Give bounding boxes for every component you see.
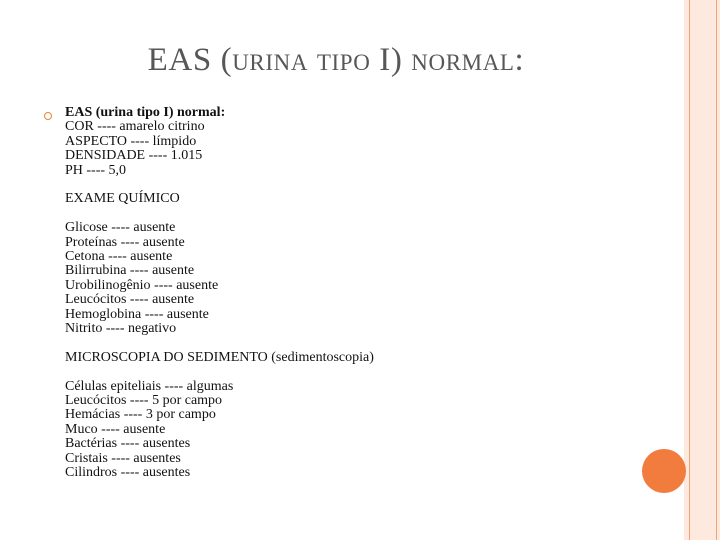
chemical-item: Bilirrubina ---- ausente xyxy=(65,263,195,279)
physical-item: ASPECTO ---- límpido xyxy=(65,133,197,149)
chemical-item: Cetona ---- ausente xyxy=(65,249,173,265)
circle-bullet-icon xyxy=(44,112,52,120)
decorative-rule-right xyxy=(716,0,717,540)
microscopy-item: Bactérias ---- ausentes xyxy=(65,436,191,452)
microscopy-item: Hemácias ---- 3 por campo xyxy=(65,407,216,423)
microscopy-item: Muco ---- ausente xyxy=(65,421,166,437)
slide-title: EAS (urina tipo I) normal: xyxy=(147,42,525,78)
microscopy-section-title: MICROSCOPIA DO SEDIMENTO (sedimentoscopia) xyxy=(65,349,374,365)
spacer xyxy=(65,365,665,379)
microscopy-item: Células epiteliais ---- algumas xyxy=(65,378,234,394)
physical-item: COR ---- amarelo citrino xyxy=(65,119,205,135)
microscopy-item: Cilindros ---- ausentes xyxy=(65,465,191,481)
chemical-item: Leucócitos ---- ausente xyxy=(65,292,195,308)
spacer xyxy=(65,207,665,221)
spacer xyxy=(65,336,665,350)
body-heading: EAS (urina tipo I) normal: xyxy=(65,105,226,120)
chemical-item: Hemoglobina ---- ausente xyxy=(65,306,209,322)
chemical-item: Urobilinogênio ---- ausente xyxy=(65,277,219,293)
chemical-item: Glicose ---- ausente xyxy=(65,220,176,236)
microscopy-item: Leucócitos ---- 5 por campo xyxy=(65,393,223,409)
physical-item: DENSIDADE ---- 1.015 xyxy=(65,148,203,164)
chemical-section-title: EXAME QUÍMICO xyxy=(65,191,180,207)
slide-body xyxy=(65,106,665,481)
decorative-orange-circle xyxy=(642,449,686,493)
decorative-rule-left xyxy=(689,0,690,540)
microscopy-item: Cristais ---- ausentes xyxy=(65,450,181,466)
chemical-item: Nitrito ---- negativo xyxy=(65,321,177,337)
chemical-item: Proteínas ---- ausente xyxy=(65,234,185,250)
physical-item: PH ---- 5,0 xyxy=(65,162,127,178)
